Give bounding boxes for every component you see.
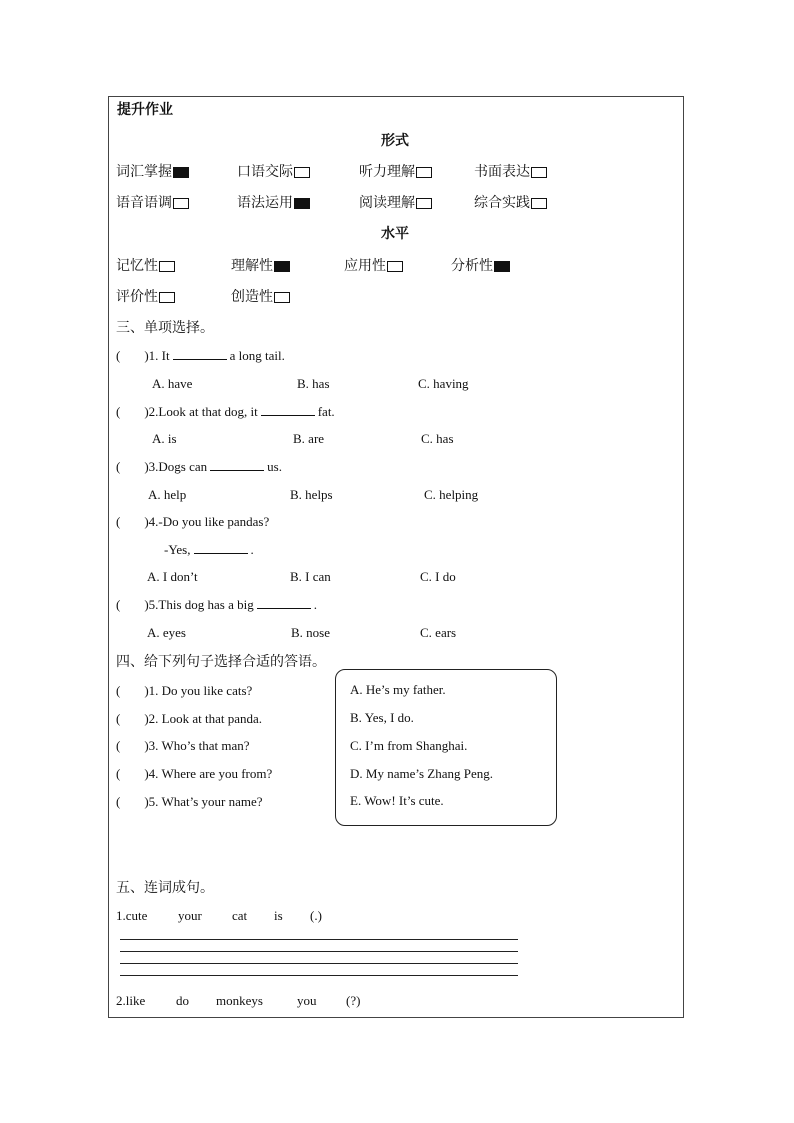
option-a: A. is [152, 431, 177, 446]
option-a: A. eyes [147, 625, 186, 640]
option-a: A. have [152, 376, 193, 391]
level-item-label: 应用性 [344, 258, 386, 274]
option-b: B. has [297, 376, 330, 391]
question-4-3: ( )3. Who’s that man? [116, 738, 250, 753]
form-item-label: 阅读理解 [359, 195, 415, 211]
option-b: B. helps [290, 487, 333, 502]
part4-title: 四、给下列句子选择合适的答语。 [116, 654, 326, 670]
unchecked-box-icon [159, 292, 175, 303]
unchecked-box-icon [294, 167, 310, 178]
q2-word-4: you [297, 993, 317, 1008]
form-item-writing [474, 161, 547, 181]
checked-box-icon [494, 261, 510, 272]
q1-word-2: your [178, 908, 202, 923]
question-text: )2. Look at that panda. [144, 711, 263, 726]
writing-line[interactable] [120, 939, 518, 940]
writing-line[interactable] [120, 975, 518, 976]
option-c: C. has [421, 431, 454, 446]
form-item-practice [474, 192, 547, 212]
q1-word-3: cat [232, 908, 248, 923]
form-item-label: 听力理解 [359, 164, 415, 180]
question-4-2: ( )2. Look at that panda. [116, 711, 263, 726]
answer-blank[interactable] [173, 348, 227, 360]
writing-line[interactable] [120, 963, 518, 964]
form-heading: 形式 [381, 133, 409, 149]
q2-word-5: (?) [346, 993, 361, 1008]
q2-word-1: 2.like [116, 993, 146, 1008]
question-3-1: ( )1. It a long tail. [116, 348, 285, 363]
level-item-understanding [231, 255, 290, 275]
form-item-label: 综合实践 [474, 195, 530, 211]
question-3-4: ( )4.-Do you like pandas? [116, 514, 270, 529]
question-stem-end: fat. [317, 404, 335, 419]
form-item-pronunciation [116, 192, 189, 212]
answer-blank[interactable] [194, 542, 248, 554]
q2-word-2: do [176, 993, 189, 1008]
question-text: )3. Who’s that man? [144, 738, 250, 753]
option-b: B. nose [291, 625, 330, 640]
checked-box-icon [294, 198, 310, 209]
answer-option-c: C. I’m from Shanghai. [350, 738, 468, 753]
question-stem: )5.This dog has a big [144, 597, 254, 612]
part5-title: 五、连词成句。 [116, 880, 214, 896]
option-b: B. are [293, 431, 325, 446]
option-a: A. I don’t [147, 569, 198, 584]
form-item-vocabulary [116, 161, 189, 181]
question-stem-end: . [250, 542, 254, 557]
question-stem-end: us. [267, 459, 282, 474]
form-item-grammar [237, 192, 310, 212]
form-item-label: 语法运用 [237, 195, 293, 211]
form-item-label: 词汇掌握 [116, 164, 172, 180]
unchecked-box-icon [159, 261, 175, 272]
option-c: C. having [418, 376, 469, 391]
unchecked-box-icon [531, 198, 547, 209]
question-stem: )1. It [144, 348, 170, 363]
level-item-evaluation [116, 286, 175, 306]
answer-blank[interactable] [210, 459, 264, 471]
answer-option-e: E. Wow! It’s cute. [350, 793, 444, 808]
question-4-4: ( )4. Where are you from? [116, 766, 273, 781]
question-3-2: ( )2.Look at that dog, it fat. [116, 404, 335, 419]
answer-blank[interactable] [257, 597, 311, 609]
option-c: C. ears [420, 625, 457, 640]
unchecked-box-icon [531, 167, 547, 178]
question-text: )1. Do you like cats? [144, 683, 253, 698]
question-stem: )2.Look at that dog, it [144, 404, 258, 419]
form-item-label: 口语交际 [237, 164, 293, 180]
unchecked-box-icon [416, 198, 432, 209]
question-text: )4. Where are you from? [144, 766, 273, 781]
answer-option-b: B. Yes, I do. [350, 710, 414, 725]
part3-title: 三、单项选择。 [116, 320, 214, 336]
q1-word-5: (.) [310, 908, 322, 923]
page-title: 提升作业 [117, 102, 173, 118]
question-4-1: ( )1. Do you like cats? [116, 683, 253, 698]
answer-option-d: D. My name’s Zhang Peng. [350, 766, 493, 781]
option-a: A. help [148, 487, 187, 502]
question-stem: )4.-Do you like pandas? [144, 514, 270, 529]
level-item-creativity [231, 286, 290, 306]
question-stem-end: . [313, 597, 317, 612]
level-item-label: 记忆性 [116, 258, 158, 274]
option-b: B. I can [290, 569, 331, 584]
form-item-listening [359, 161, 432, 181]
level-item-application [344, 255, 403, 275]
question-4-5: ( )5. What’s your name? [116, 794, 263, 809]
question-stem: )3.Dogs can [144, 459, 208, 474]
writing-line[interactable] [120, 951, 518, 952]
level-heading: 水平 [381, 226, 409, 242]
q1-word-1: 1.cute [116, 908, 148, 923]
unchecked-box-icon [416, 167, 432, 178]
form-item-reading [359, 192, 432, 212]
option-c: C. I do [420, 569, 456, 584]
question-stem-end: a long tail. [229, 348, 285, 363]
unchecked-box-icon [387, 261, 403, 272]
level-item-memory [116, 255, 175, 275]
unchecked-box-icon [173, 198, 189, 209]
question-3-5: ( )5.This dog has a big . [116, 597, 317, 612]
level-item-analysis [451, 255, 510, 275]
question-text: )5. What’s your name? [144, 794, 263, 809]
option-c: C. helping [424, 487, 479, 502]
q2-word-3: monkeys [216, 993, 263, 1008]
checked-box-icon [274, 261, 290, 272]
answer-option-a: A. He’s my father. [350, 682, 446, 697]
question-3-3: ( )3.Dogs can us. [116, 459, 282, 474]
form-item-speaking [237, 161, 310, 181]
level-item-label: 评价性 [116, 289, 158, 305]
q1-word-4: is [274, 908, 283, 923]
question-stem: -Yes, [164, 542, 191, 557]
level-item-label: 理解性 [231, 258, 273, 274]
level-item-label: 分析性 [451, 258, 493, 274]
answer-blank[interactable] [261, 404, 315, 416]
form-item-label: 语音语调 [116, 195, 172, 211]
level-item-label: 创造性 [231, 289, 273, 305]
checked-box-icon [173, 167, 189, 178]
unchecked-box-icon [274, 292, 290, 303]
form-item-label: 书面表达 [474, 164, 530, 180]
question-3-4-reply [164, 542, 254, 558]
